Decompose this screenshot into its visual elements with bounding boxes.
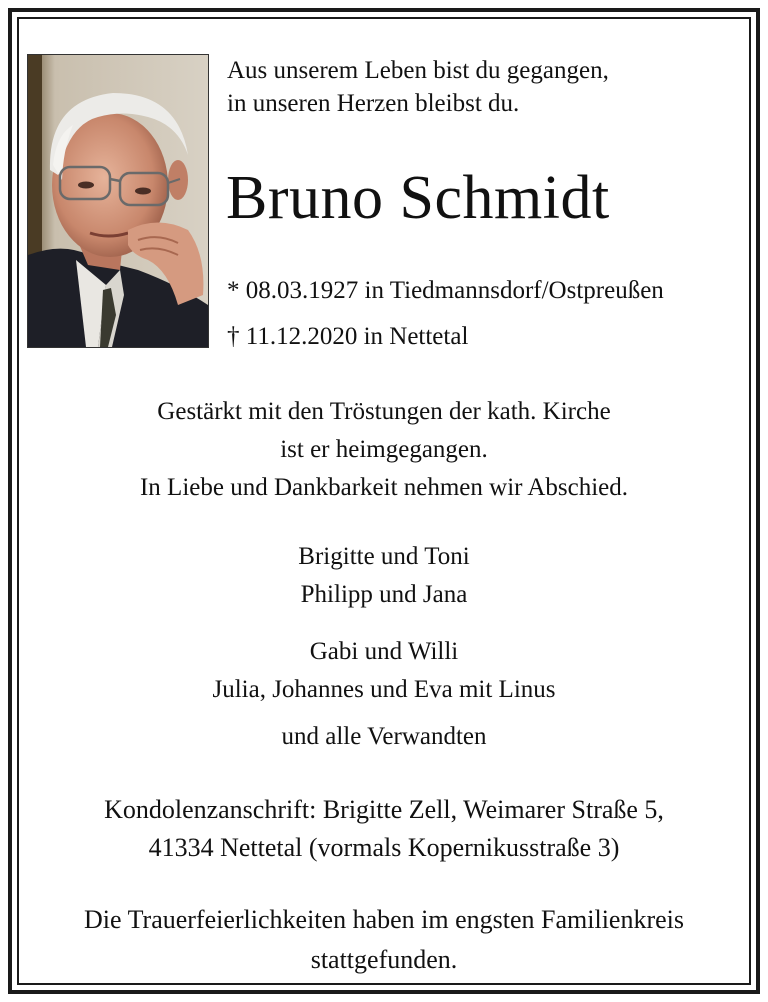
- ceremony-line-1: Die Trauerfeierlichkeiten haben im engsten Familienkreis: [84, 905, 684, 934]
- condolence-address: [17, 791, 751, 867]
- ceremony-notice: [17, 900, 751, 980]
- memorial-poem: [227, 54, 609, 120]
- family-line: Gabi und Willi: [309, 638, 459, 665]
- relatives-line: und alle Verwandten: [281, 723, 487, 750]
- faith-line-2: ist er heimgegangen.: [280, 436, 488, 463]
- condolence-line-1: Kondolenzanschrift: Brigitte Zell, Weimarer Straße 5,: [104, 795, 664, 824]
- poem-line-2: in unseren Herzen bleibst du.: [227, 90, 520, 117]
- portrait-photo: [27, 54, 209, 348]
- condolence-line-2: 41334 Nettetal (vormals Kopernikusstraße 3): [148, 833, 620, 862]
- family-group-2: [17, 633, 751, 709]
- faith-line-3: In Liebe und Dankbarkeit nehmen wir Abschied.: [139, 474, 629, 501]
- birth-info: * 08.03.1927 in Tiedmannsdorf/Ostpreußen: [227, 277, 664, 304]
- deceased-name: Bruno Schmidt: [226, 164, 610, 232]
- poem-line-1: Aus unserem Leben bist du gegangen,: [227, 57, 609, 84]
- faith-line-1: Gestärkt mit den Tröstungen der kath. Kirche: [157, 398, 611, 425]
- death-info: † 11.12.2020 in Nettetal: [227, 323, 469, 350]
- family-line: Philipp und Jana: [300, 581, 468, 608]
- ceremony-line-2: stattgefunden.: [310, 945, 458, 974]
- family-group-1: [17, 538, 751, 614]
- faith-statement: [17, 393, 751, 507]
- family-line: Julia, Johannes und Eva mit Linus: [212, 676, 556, 703]
- family-line: Brigitte und Toni: [298, 543, 470, 570]
